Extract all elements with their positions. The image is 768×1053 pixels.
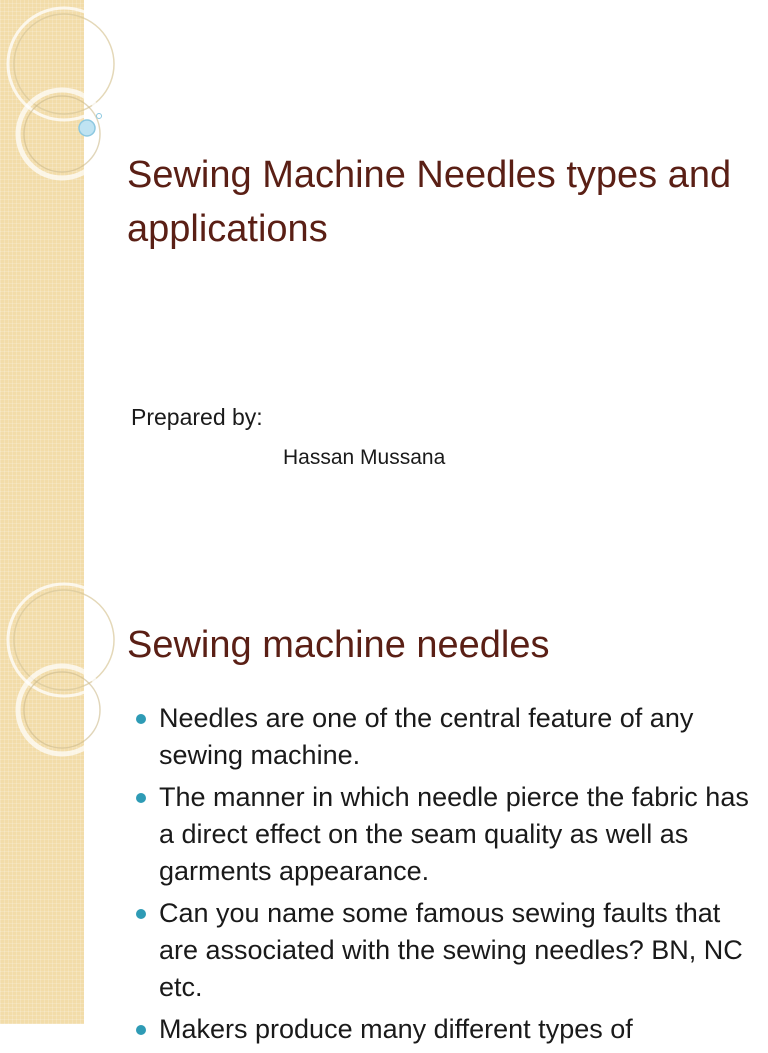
- bullet-icon: [136, 1025, 146, 1035]
- bullet-list: [133, 700, 753, 1053]
- bullet-item: [133, 895, 753, 1006]
- bullet-item: [133, 700, 753, 774]
- decorative-side-band: [0, 0, 84, 576]
- bullet-icon: [136, 793, 146, 803]
- prepared-by-label: Prepared by:: [131, 404, 263, 430]
- slide-title: Sewing Machine Needles types and applications: [127, 154, 732, 250]
- bullet-text: Needles are one of the central feature of any sewing machine.: [159, 703, 694, 770]
- bullet-item: [133, 1011, 753, 1048]
- bullet-text: Makers produce many different types of: [159, 1014, 633, 1044]
- bullet-icon: [136, 909, 146, 919]
- content-slide: [0, 576, 768, 1044]
- slide-heading: Sewing machine needles: [127, 624, 550, 666]
- bullet-text: The manner in which needle pierce the fabric has a direct effect on the seam quality as well as garments appearance.: [159, 782, 749, 886]
- decorative-rings-icon: [0, 576, 110, 1024]
- bullet-item: [133, 779, 753, 890]
- decorative-rings-icon: [0, 0, 110, 576]
- decorative-side-band: [0, 576, 84, 1024]
- presenter-name: Hassan Mussana: [283, 446, 446, 469]
- bullet-icon: [136, 714, 146, 724]
- bullet-text: Can you name some famous sewing faults that are associated with the sewing needles? BN, NC etc.: [159, 898, 743, 1002]
